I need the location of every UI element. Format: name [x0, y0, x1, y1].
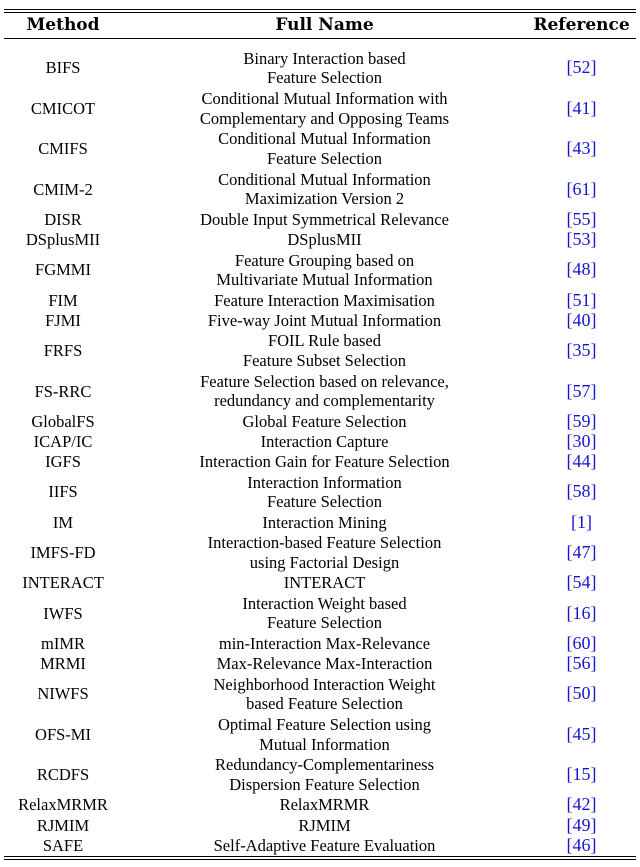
reference-link[interactable]: [57] — [566, 380, 597, 401]
table-row — [4, 634, 636, 654]
top-rule-outer — [4, 9, 636, 10]
method-cell: mIMR — [40, 633, 85, 653]
table-row — [4, 533, 636, 573]
method-cell: IIFS — [48, 482, 78, 502]
full-name-cell — [122, 290, 527, 310]
table-row — [4, 210, 636, 230]
method-cell: FJMI — [45, 310, 81, 330]
method-cell: NIWFS — [37, 684, 89, 704]
reference-link[interactable]: [30] — [566, 431, 597, 452]
full-name-line: Interaction Capture — [260, 432, 389, 452]
full-name-line: DSplusMII — [287, 230, 362, 250]
table-row — [4, 129, 636, 169]
full-name-cell — [122, 573, 527, 593]
table-row — [4, 452, 636, 472]
methods-table — [4, 12, 636, 856]
reference-link[interactable]: [59] — [566, 410, 597, 431]
column-header-method: Method — [26, 15, 100, 35]
reference-link[interactable]: [43] — [566, 138, 597, 159]
full-name-line: Feature Selection — [266, 613, 382, 633]
table-row — [4, 795, 636, 815]
table-body — [4, 38, 636, 856]
full-name-cell — [122, 714, 527, 754]
table-row — [4, 169, 636, 209]
reference-link[interactable]: [61] — [566, 178, 597, 199]
full-name-cell — [122, 815, 527, 835]
full-name-line: Self-Adaptive Feature Evaluation — [213, 835, 436, 855]
table-row — [4, 250, 636, 290]
table-row — [4, 290, 636, 310]
full-name-line: Optimal Feature Selection using — [217, 715, 432, 735]
full-name-line: Five-way Joint Mutual Information — [207, 310, 442, 330]
full-name-line: Mutual Information — [259, 734, 390, 754]
full-name-cell — [122, 88, 527, 128]
header-rule — [4, 38, 636, 39]
method-cell: CMIFS — [38, 139, 88, 159]
method-cell: DISR — [44, 209, 82, 229]
full-name-cell — [122, 129, 527, 169]
column-header-reference: Reference — [533, 15, 630, 35]
method-cell: RelaxMRMR — [18, 795, 108, 815]
bottom-rule-outer — [4, 859, 636, 860]
table-row — [4, 88, 636, 128]
table-row — [4, 411, 636, 431]
table-row — [4, 674, 636, 714]
method-cell: ICAP/IC — [33, 432, 93, 452]
full-name-line: Interaction Information — [247, 472, 402, 492]
table-row — [4, 755, 636, 795]
full-name-line: Interaction Gain for Feature Selection — [199, 452, 450, 472]
method-cell: IMFS-FD — [30, 543, 96, 563]
full-name-cell — [122, 755, 527, 795]
reference-link[interactable]: [54] — [566, 572, 597, 593]
reference-link[interactable]: [60] — [566, 632, 597, 653]
full-name-cell — [122, 472, 527, 512]
method-cell: IWFS — [43, 603, 83, 623]
full-name-cell — [122, 452, 527, 472]
method-cell: FGMMI — [35, 260, 91, 280]
full-name-line: Redundancy-Complementariness — [214, 755, 435, 775]
table-row — [4, 311, 636, 331]
full-name-cell — [122, 795, 527, 815]
full-name-cell — [122, 654, 527, 674]
full-name-line: RJMIM — [298, 815, 351, 835]
method-cell: DSplusMII — [25, 230, 101, 250]
full-name-line: Interaction Weight based — [242, 593, 407, 613]
reference-link[interactable]: [46] — [566, 834, 597, 855]
full-name-line: Multivariate Mutual Information — [216, 270, 433, 290]
full-name-cell — [122, 634, 527, 654]
full-name-line: Neighborhood Interaction Weight — [213, 674, 436, 694]
full-name-line: Conditional Mutual Information — [218, 129, 431, 149]
full-name-line: Interaction-based Feature Selection — [207, 533, 442, 553]
reference-link[interactable]: [35] — [566, 340, 597, 361]
full-name-line: Complementary and Opposing Teams — [199, 108, 450, 128]
full-name-cell — [122, 38, 527, 88]
full-name-line: Max-Relevance Max-Interaction — [216, 654, 433, 674]
header-row — [4, 12, 636, 38]
full-name-line: Conditional Mutual Information with — [201, 89, 448, 109]
reference-link[interactable]: [51] — [566, 289, 597, 310]
reference-link[interactable]: [42] — [566, 794, 597, 815]
full-name-line: Maximization Version 2 — [244, 189, 405, 209]
reference-link[interactable]: [50] — [566, 683, 597, 704]
full-name-line: Conditional Mutual Information — [218, 169, 431, 189]
reference-link[interactable]: [44] — [566, 451, 597, 472]
full-name-cell — [122, 674, 527, 714]
full-name-line: Dispersion Feature Selection — [229, 774, 420, 794]
table-row — [4, 593, 636, 633]
method-cell: CMIM-2 — [33, 179, 93, 199]
reference-link[interactable]: [56] — [566, 653, 597, 674]
reference-link[interactable]: [58] — [566, 481, 597, 502]
reference-link[interactable]: [49] — [566, 814, 597, 835]
full-name-line: Interaction Mining — [262, 512, 387, 532]
full-name-cell — [122, 331, 527, 371]
table-row — [4, 432, 636, 452]
table-row — [4, 654, 636, 674]
full-name-cell — [122, 836, 527, 856]
full-name-line: Feature Grouping based on — [234, 250, 415, 270]
full-name-cell — [122, 230, 527, 250]
full-name-line: Feature Subset Selection — [242, 350, 407, 370]
reference-link[interactable]: [45] — [566, 723, 597, 744]
full-name-cell — [122, 311, 527, 331]
reference-link[interactable]: [53] — [566, 229, 597, 250]
method-cell: CMICOT — [30, 98, 96, 118]
method-cell: IM — [52, 512, 74, 532]
method-cell: FS-RRC — [34, 381, 92, 401]
method-cell: FRFS — [43, 341, 83, 361]
table-row — [4, 512, 636, 532]
table-row — [4, 714, 636, 754]
column-header-full-name: Full Name — [275, 15, 374, 35]
full-name-line: Feature Selection — [266, 148, 382, 168]
method-cell: INTERACT — [22, 573, 104, 593]
reference-link[interactable]: [15] — [566, 764, 597, 785]
method-cell: FIM — [48, 290, 78, 310]
full-name-cell — [122, 593, 527, 633]
reference-link[interactable]: [1] — [571, 511, 592, 532]
reference-link[interactable]: [55] — [566, 208, 597, 229]
full-name-cell — [122, 169, 527, 209]
full-name-cell — [122, 533, 527, 573]
reference-link[interactable]: [52] — [566, 57, 597, 78]
table-row — [4, 331, 636, 371]
table-row — [4, 836, 636, 856]
full-name-line: Binary Interaction based — [243, 48, 406, 68]
table-row — [4, 472, 636, 512]
full-name-cell — [122, 210, 527, 230]
method-cell: RJMIM — [36, 815, 90, 835]
method-cell: MRMI — [40, 654, 86, 674]
reference-link[interactable]: [16] — [566, 602, 597, 623]
method-cell: GlobalFS — [31, 411, 95, 431]
reference-link[interactable]: [40] — [566, 309, 597, 330]
full-name-line: based Feature Selection — [246, 694, 403, 714]
table-row — [4, 230, 636, 250]
full-name-cell — [122, 411, 527, 431]
full-name-line: redundancy and complementarity — [214, 391, 435, 411]
full-name-line: using Factorial Design — [249, 552, 400, 572]
method-cell: OFS-MI — [35, 724, 91, 744]
full-name-cell — [122, 250, 527, 290]
method-cell: SAFE — [42, 835, 84, 855]
reference-link[interactable]: [47] — [566, 542, 597, 563]
full-name-line: Feature Interaction Maximisation — [214, 290, 435, 310]
table-row — [4, 38, 636, 88]
reference-link[interactable]: [41] — [566, 97, 597, 118]
full-name-cell — [122, 512, 527, 532]
full-name-line: FOIL Rule based — [267, 331, 382, 351]
full-name-line: Feature Selection — [266, 68, 382, 88]
table-row — [4, 573, 636, 593]
bottom-rule-inner — [4, 856, 636, 857]
full-name-line: Feature Selection based on relevance, — [200, 371, 449, 391]
full-name-cell — [122, 432, 527, 452]
reference-link[interactable]: [48] — [566, 259, 597, 280]
table-row — [4, 815, 636, 835]
full-name-line: Global Feature Selection — [242, 411, 407, 431]
method-cell: BIFS — [45, 58, 81, 78]
full-name-line: Feature Selection — [266, 492, 382, 512]
full-name-line: Double Input Symmetrical Relevance — [200, 209, 449, 229]
table-row — [4, 371, 636, 411]
full-name-line: RelaxMRMR — [279, 795, 370, 815]
method-cell: RCDFS — [36, 765, 90, 785]
method-cell: IGFS — [45, 452, 81, 472]
full-name-line: min-Interaction Max-Relevance — [218, 633, 431, 653]
full-name-line: INTERACT — [283, 573, 366, 593]
full-name-cell — [122, 371, 527, 411]
